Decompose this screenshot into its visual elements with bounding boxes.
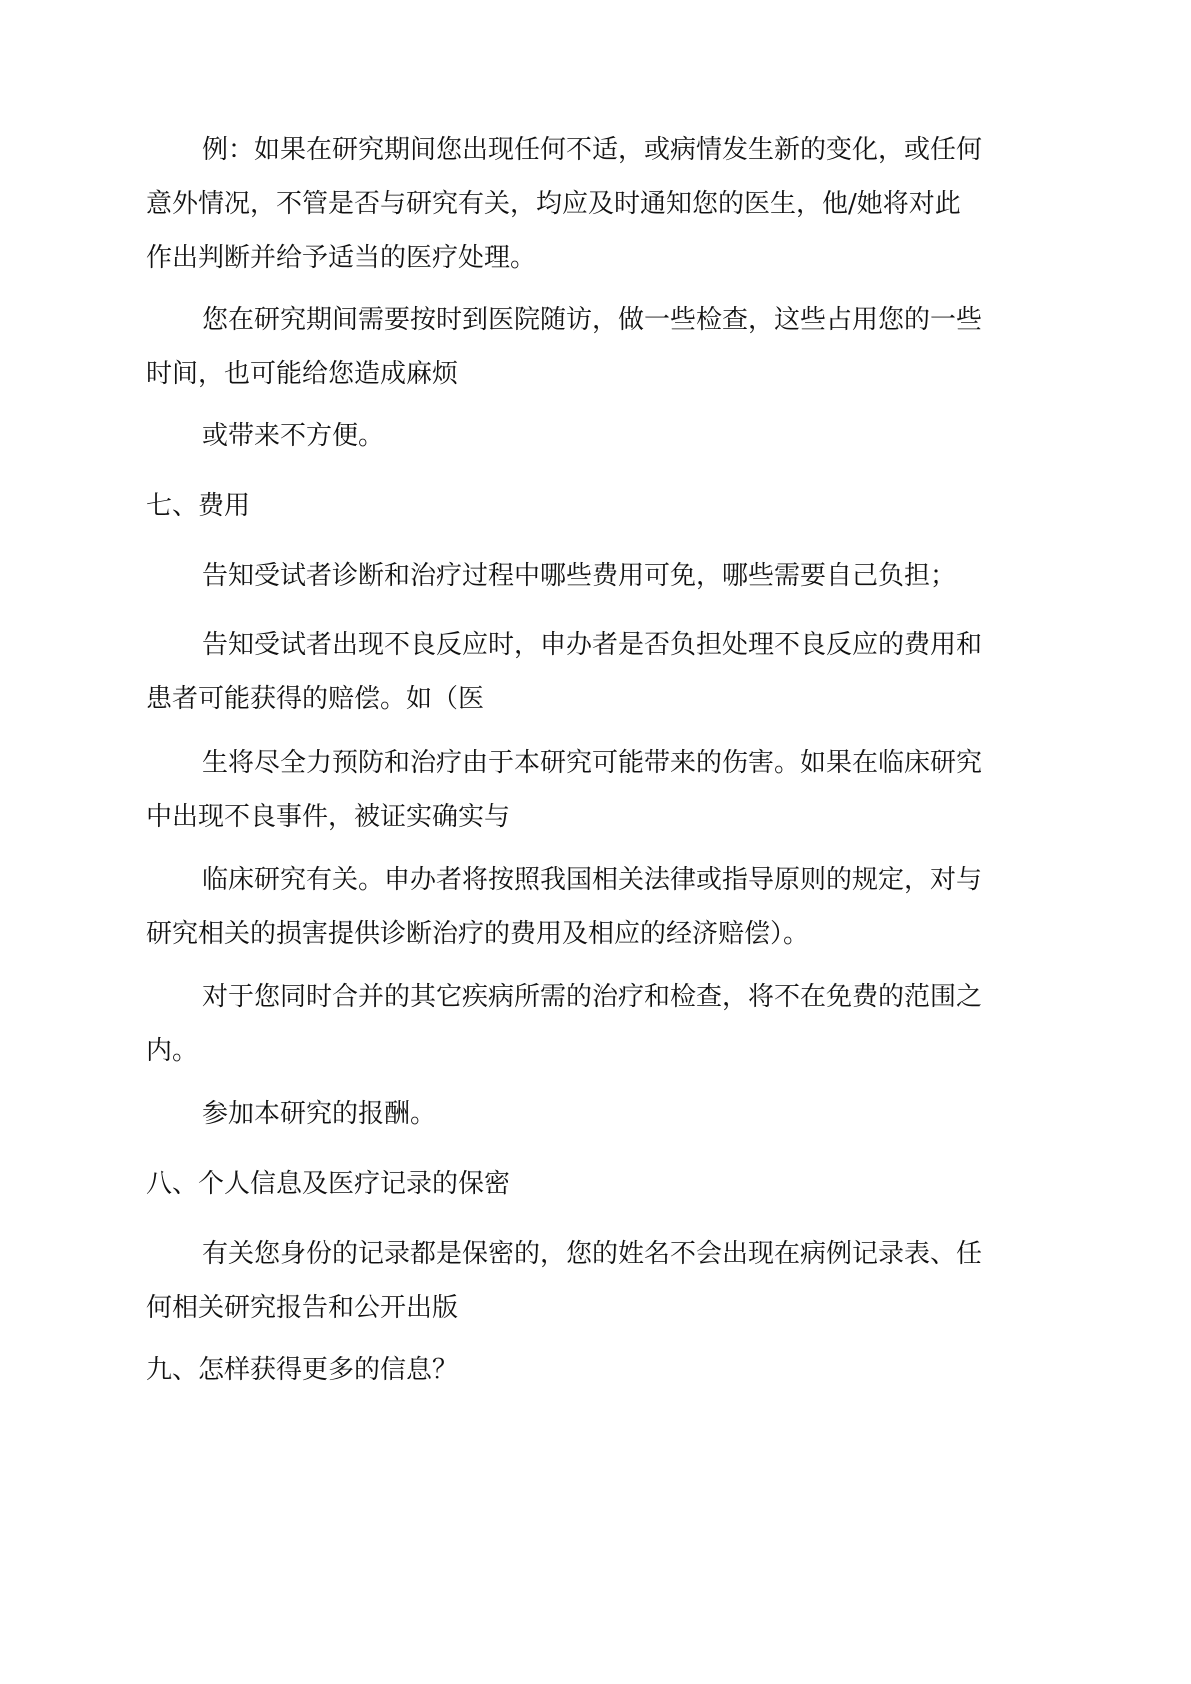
text-line: 九、怎样获得更多的信息？ <box>146 1355 459 1385</box>
text-line: 八、个人信息及医疗记录的保密 <box>146 1169 511 1199</box>
text-line: 七、费用 <box>146 491 251 521</box>
text-line: 临床研究有关。申办者将按照我国相关法律或指导原则的规定，对与 <box>202 865 983 895</box>
text-line: 研究相关的损害提供诊断治疗的费用及相应的经济赔偿）。 <box>146 919 810 949</box>
section-heading-confidentiality <box>146 1157 1046 1211</box>
paragraph-inconvenience <box>146 409 1046 463</box>
text-line: 患者可能获得的赔偿。如（医 <box>146 684 485 714</box>
text-line: 作出判断并给予适当的医疗处理。 <box>146 243 537 273</box>
text-line: 生将尽全力预防和治疗由于本研究可能带来的伤害。如果在临床研究 <box>202 748 983 778</box>
paragraph-harm-prevention <box>146 736 1046 844</box>
section-heading-costs <box>146 479 1046 533</box>
paragraph-visits <box>146 293 1046 401</box>
text-line: 对于您同时合并的其它疾病所需的治疗和检查，将不在免费的范围之 <box>202 982 983 1012</box>
text-line: 内。 <box>146 1036 199 1066</box>
paragraph-cost-exemption <box>146 549 1046 603</box>
text-line: 参加本研究的报酬。 <box>202 1099 437 1129</box>
text-line: 意外情况，不管是否与研究有关，均应及时通知您的医生，他/她将对此 <box>146 189 961 219</box>
text-line: 有关您身份的记录都是保密的，您的姓名不会出现在病例记录表、任 <box>202 1239 983 1269</box>
text-line: 告知受试者诊断和治疗过程中哪些费用可免，哪些需要自己负担； <box>202 561 957 591</box>
paragraph-adverse-notice <box>146 123 1046 285</box>
paragraph-adverse-cost <box>146 618 1046 726</box>
section-heading-more-info <box>146 1343 1046 1397</box>
text-line: 何相关研究报告和公开出版 <box>146 1293 459 1323</box>
text-line: 或带来不方便。 <box>202 421 385 451</box>
text-line: 例：如果在研究期间您出现任何不适，或病情发生新的变化，或任何 <box>202 135 983 165</box>
paragraph-compensation <box>146 853 1046 961</box>
text-line: 告知受试者出现不良反应时，申办者是否负担处理不良反应的费用和 <box>202 630 983 660</box>
text-line: 时间，也可能给您造成麻烦 <box>146 359 459 389</box>
paragraph-other-diseases <box>146 970 1046 1078</box>
paragraph-identity-confidential <box>146 1227 1046 1335</box>
text-line: 您在研究期间需要按时到医院随访，做一些检查，这些占用您的一些 <box>202 305 983 335</box>
paragraph-remuneration <box>146 1087 1046 1141</box>
text-line: 中出现不良事件，被证实确实与 <box>146 802 511 832</box>
